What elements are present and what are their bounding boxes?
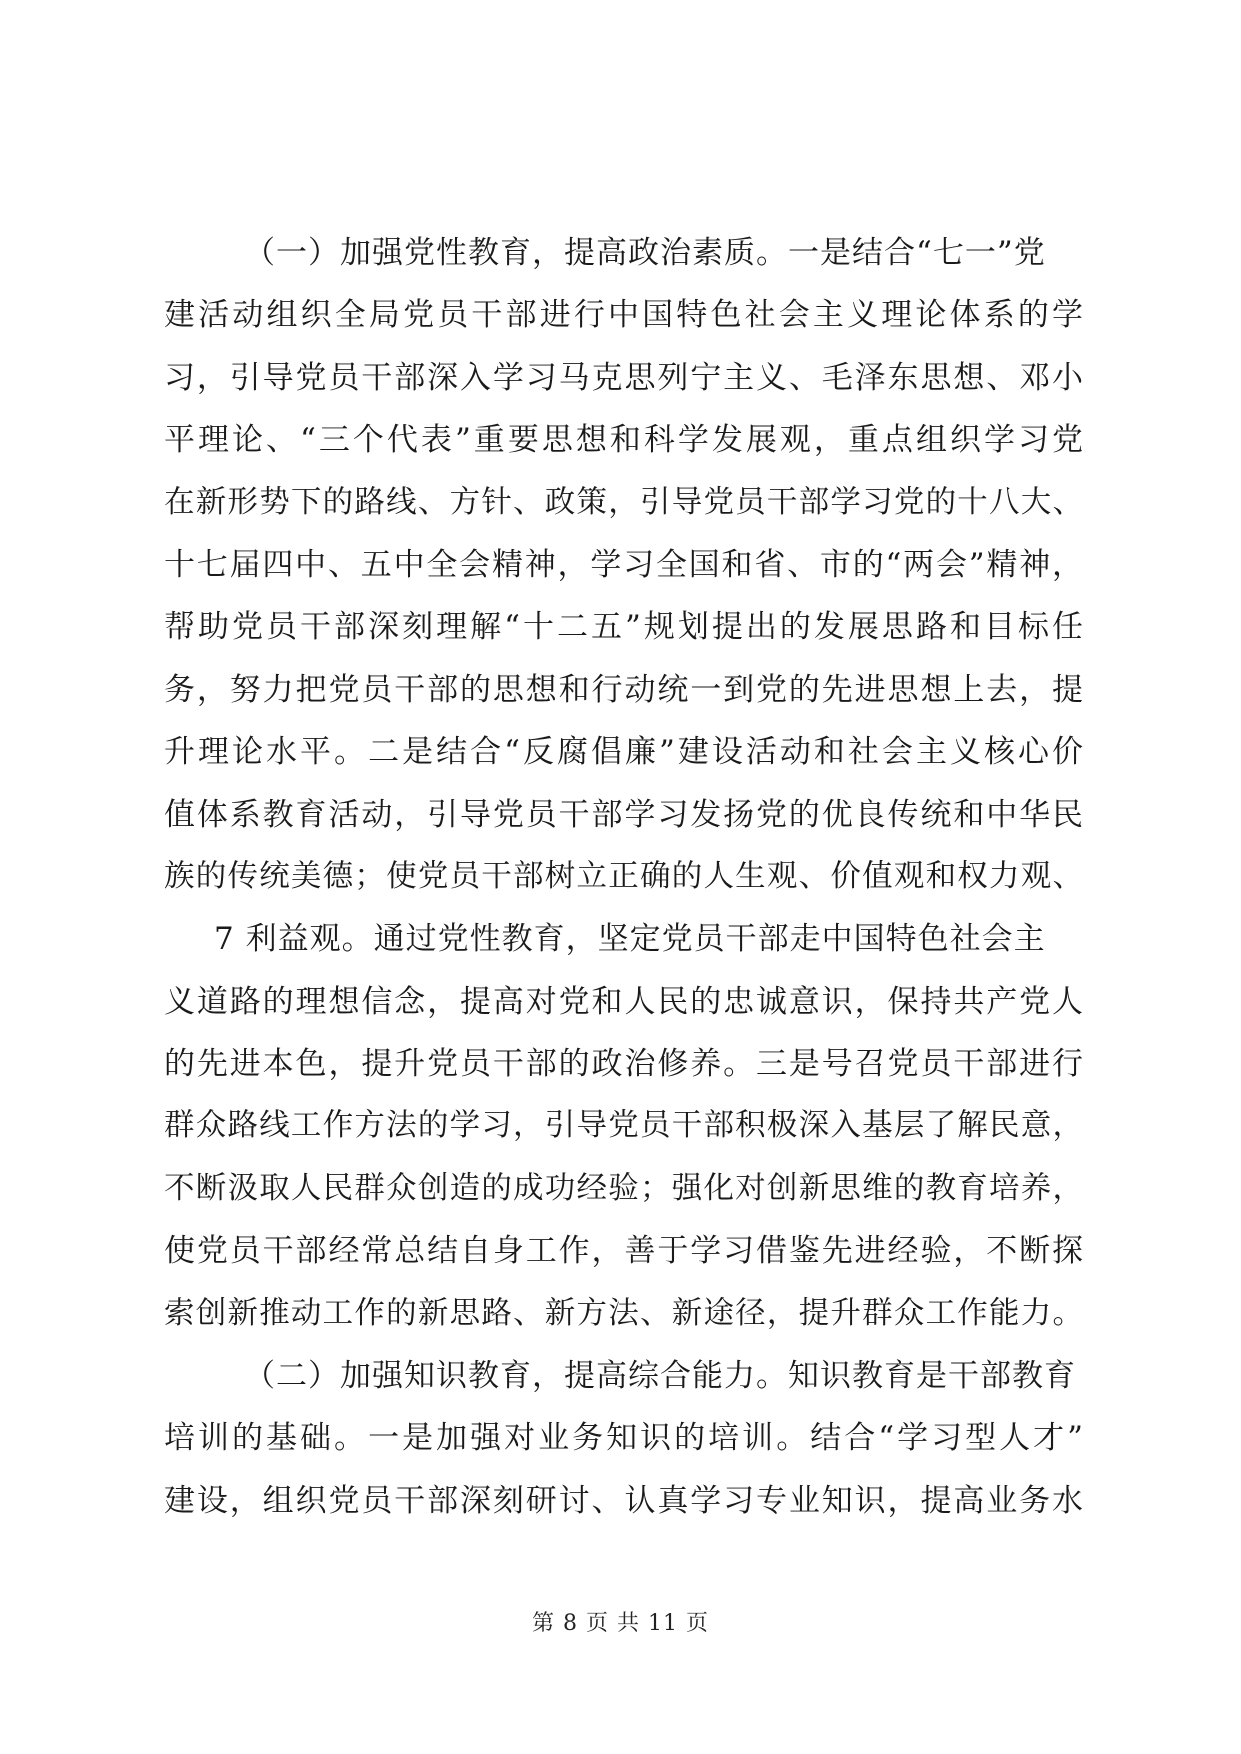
text-line: 建活动组织全局党员干部进行中国特色社会主义理论体系的学 — [164, 297, 1084, 334]
text-line: 索创新推动工作的新思路、新方法、新途径，提升群众工作能力。 — [164, 1295, 1084, 1331]
text-line: 群众路线工作方法的学习，引导党员干部积极深入基层了解民意， — [164, 1108, 1084, 1144]
text-line: 使党员干部经常总结自身工作，善于学习借鉴先进经验，不断探 — [164, 1233, 1084, 1270]
text-line: 帮助党员干部深刻理解“十二五”规划提出的发展思路和目标任 — [164, 609, 1084, 646]
text-line: 培训的基础。一是加强对业务知识的培训。结合“学习型人才” — [164, 1420, 1084, 1457]
body-text — [164, 222, 1084, 1532]
text-line: 7 利益观。通过党性教育，坚定党员干部走中国特色社会主 — [214, 921, 1046, 958]
text-line: 升理论水平。二是结合“反腐倡廉”建设活动和社会主义核心价 — [164, 734, 1084, 771]
text-line: 平理论、“三个代表”重要思想和科学发展观，重点组织学习党 — [164, 422, 1084, 459]
text-line: （二）加强知识教育，提高综合能力。知识教育是干部教育 — [244, 1358, 1076, 1395]
text-line: 建设，组织党员干部深刻研讨、认真学习专业知识，提高业务水 — [164, 1482, 1084, 1519]
text-line: 在新形势下的路线、方针、政策，引导党员干部学习党的十八大、 — [164, 484, 1084, 520]
text-line: 十七届四中、五中全会精神，学习全国和省、市的“两会”精神， — [164, 546, 1084, 583]
text-line: 族的传统美德；使党员干部树立正确的人生观、价值观和权力观、 — [164, 858, 1084, 894]
page-footer: 第 8 页 共 11 页 — [532, 1611, 709, 1636]
text-line: 的先进本色，提升党员干部的政治修养。三是号召党员干部进行 — [164, 1046, 1084, 1083]
text-line: 习，引导党员干部深入学习马克思列宁主义、毛泽东思想、邓小 — [164, 359, 1084, 396]
text-line: 义道路的理想信念，提高对党和人民的忠诚意识，保持共产党人 — [164, 983, 1084, 1020]
text-line: （一）加强党性教育，提高政治素质。一是结合“七一”党 — [244, 235, 1046, 271]
text-line: 务，努力把党员干部的思想和行动统一到党的先进思想上去，提 — [164, 671, 1084, 708]
text-line: 值体系教育活动，引导党员干部学习发扬党的优良传统和中华民 — [164, 796, 1084, 833]
text-line: 不断汲取人民群众创造的成功经验；强化对创新思维的教育培养， — [164, 1170, 1084, 1206]
